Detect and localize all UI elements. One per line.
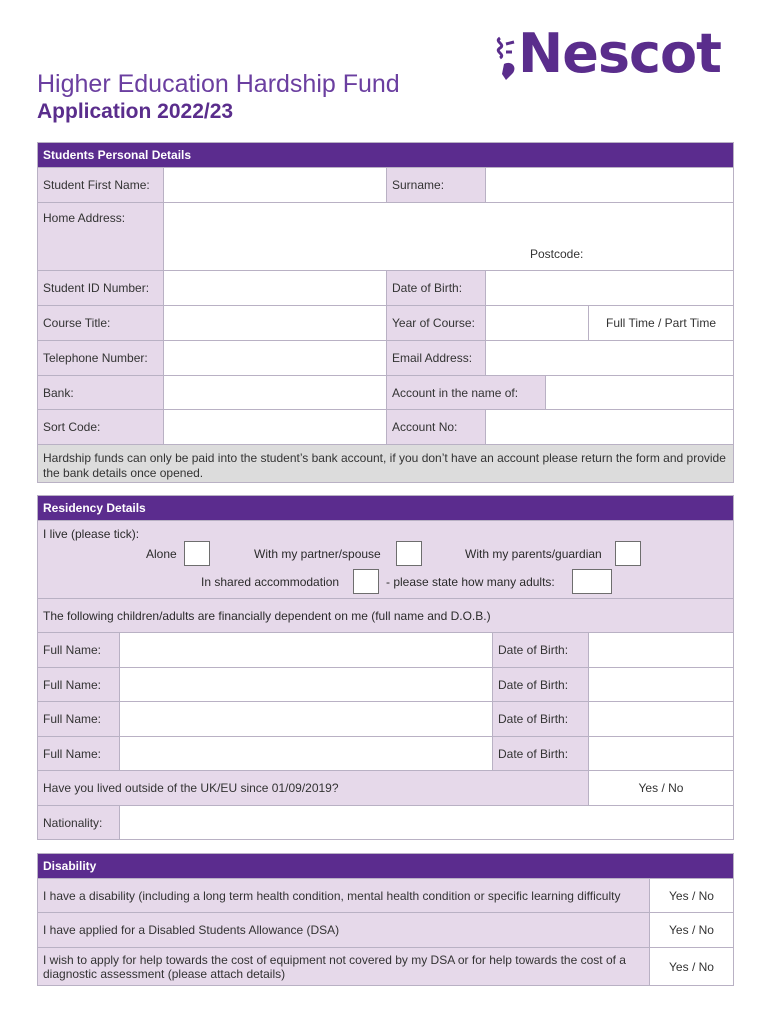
form-row xyxy=(38,409,733,444)
section-heading: Students Personal Details xyxy=(38,143,733,167)
year-of-course-field[interactable] xyxy=(485,306,588,340)
logo-wordmark: Nescot xyxy=(518,22,721,85)
full-name-field[interactable] xyxy=(119,633,492,667)
equipment-yes-no[interactable]: Yes / No xyxy=(649,948,733,985)
shared-checkbox[interactable] xyxy=(353,569,379,594)
dob-field[interactable] xyxy=(588,702,733,736)
dob-label: Date of Birth: xyxy=(386,271,485,305)
full-name-field[interactable] xyxy=(119,702,492,736)
home-address-field[interactable] xyxy=(163,203,733,270)
first-name-label: Student First Name: xyxy=(38,168,163,202)
dsa-question: I have applied for a Disabled Students Allowance (DSA) xyxy=(38,913,649,947)
bank-label: Bank: xyxy=(38,376,163,409)
alone-label: Alone xyxy=(146,547,177,561)
sort-code-field[interactable] xyxy=(163,410,386,444)
dependents-heading: The following children/adults are financially dependent on me (full name and D.O.B.) xyxy=(38,598,733,632)
course-title-field[interactable] xyxy=(163,306,386,340)
form-row xyxy=(38,770,733,805)
telephone-field[interactable] xyxy=(163,341,386,375)
telephone-label: Telephone Number: xyxy=(38,341,163,375)
study-mode-option[interactable]: Full Time / Part Time xyxy=(588,306,733,340)
partner-label: With my partner/spouse xyxy=(254,547,381,561)
dob-field[interactable] xyxy=(588,668,733,701)
full-name-label: Full Name: xyxy=(38,737,119,770)
account-no-field[interactable] xyxy=(485,410,733,444)
form-row xyxy=(38,878,733,912)
dob-field[interactable] xyxy=(588,737,733,770)
nationality-label: Nationality: xyxy=(38,806,119,839)
form-row xyxy=(38,167,733,202)
disability-section xyxy=(37,853,734,986)
first-name-field[interactable] xyxy=(163,168,386,202)
form-row xyxy=(38,912,733,947)
full-name-field[interactable] xyxy=(119,737,492,770)
dob-label: Date of Birth: xyxy=(492,702,588,736)
disability-question: I have a disability (including a long term health condition, mental health condition or specific learning difficulty xyxy=(38,879,649,912)
student-id-label: Student ID Number: xyxy=(38,271,163,305)
residency-section xyxy=(37,495,734,840)
equipment-question: I wish to apply for help towards the cost of equipment not covered by my DSA or for help towards the cost of a diagnostic assessment (please attach details) xyxy=(38,948,649,985)
form-row xyxy=(38,805,733,839)
full-name-field[interactable] xyxy=(119,668,492,701)
dob-label: Date of Birth: xyxy=(492,668,588,701)
form-row xyxy=(38,340,733,375)
lived-outside-label: Have you lived outside of the UK/EU since 01/09/2019? xyxy=(38,771,588,805)
section-heading: Residency Details xyxy=(38,496,733,520)
surname-label: Surname: xyxy=(386,168,485,202)
page-title: Higher Education Hardship Fund xyxy=(37,70,400,98)
form-row xyxy=(38,305,733,340)
form-row xyxy=(38,375,733,409)
student-id-field[interactable] xyxy=(163,271,386,305)
email-field[interactable] xyxy=(485,341,733,375)
dob-label: Date of Birth: xyxy=(492,737,588,770)
section-heading: Disability xyxy=(38,854,733,878)
full-name-label: Full Name: xyxy=(38,702,119,736)
adults-count-field[interactable] xyxy=(572,569,612,594)
dob-label: Date of Birth: xyxy=(492,633,588,667)
alone-checkbox[interactable] xyxy=(184,541,210,566)
bank-field[interactable] xyxy=(163,376,386,409)
dob-field[interactable] xyxy=(588,633,733,667)
sort-code-label: Sort Code: xyxy=(38,410,163,444)
account-name-label: Account in the name of: xyxy=(386,376,545,409)
shared-label: In shared accommodation xyxy=(201,575,340,589)
dependent-row xyxy=(38,701,733,736)
logo-mark-icon xyxy=(492,34,520,80)
nationality-field[interactable] xyxy=(119,806,733,839)
living-arrangement xyxy=(38,520,733,598)
account-name-field[interactable] xyxy=(545,376,733,409)
home-address-label: Home Address: xyxy=(38,203,163,270)
full-name-label: Full Name: xyxy=(38,633,119,667)
page-subtitle: Application 2022/23 xyxy=(37,100,234,123)
year-of-course-label: Year of Course: xyxy=(386,306,485,340)
postcode-label: Postcode: xyxy=(530,247,584,261)
email-label: Email Address: xyxy=(386,341,485,375)
i-live-label: I live (please tick): xyxy=(43,527,140,541)
dependent-row xyxy=(38,667,733,701)
parents-label: With my parents/guardian xyxy=(465,547,602,561)
dependent-row xyxy=(38,736,733,770)
dsa-yes-no[interactable]: Yes / No xyxy=(649,913,733,947)
form-row xyxy=(38,947,733,985)
bank-note: Hardship funds can only be paid into the student’s bank account, if you don’t have an account please return the form and provide the bank details once opened. xyxy=(38,444,733,482)
lived-outside-yes-no[interactable]: Yes / No xyxy=(588,771,733,805)
personal-details-section xyxy=(37,142,734,483)
partner-checkbox[interactable] xyxy=(396,541,422,566)
nescot-logo xyxy=(492,22,737,85)
form-row xyxy=(38,202,733,270)
course-title-label: Course Title: xyxy=(38,306,163,340)
surname-field[interactable] xyxy=(485,168,733,202)
full-name-label: Full Name: xyxy=(38,668,119,701)
adults-label: - please state how many adults: xyxy=(386,575,555,589)
dob-field[interactable] xyxy=(485,271,733,305)
dependent-row xyxy=(38,632,733,667)
disability-yes-no[interactable]: Yes / No xyxy=(649,879,733,912)
form-row xyxy=(38,270,733,305)
account-no-label: Account No: xyxy=(386,410,485,444)
parents-checkbox[interactable] xyxy=(615,541,641,566)
